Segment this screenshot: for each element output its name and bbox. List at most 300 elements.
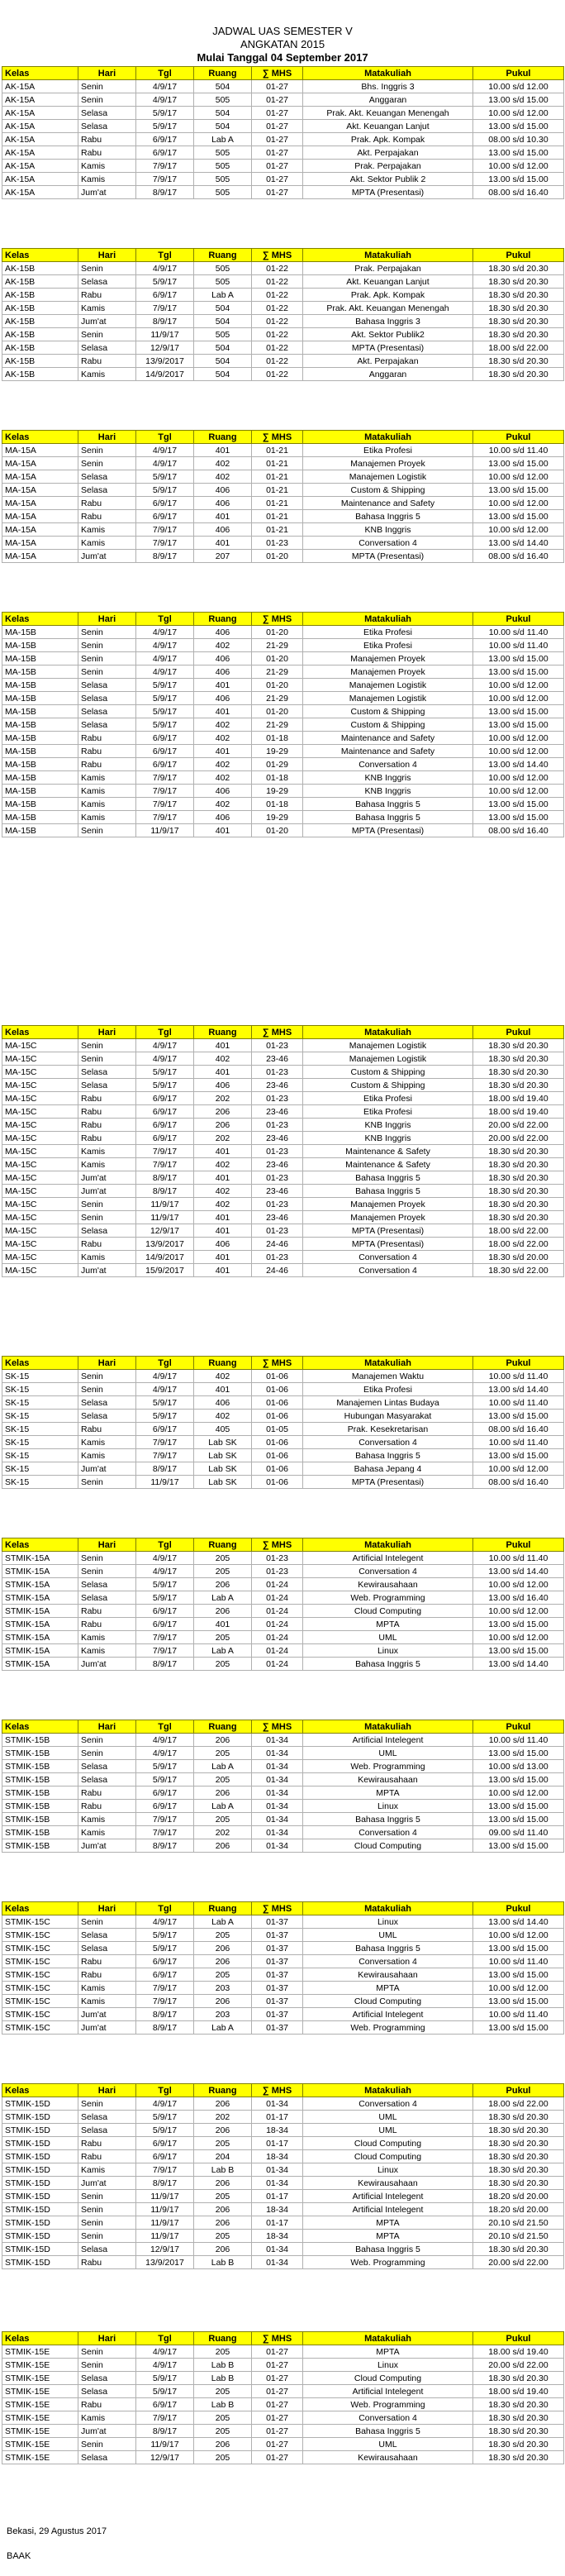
column-header-pukul: Pukul	[473, 1538, 564, 1552]
cell-matakuliah: Cloud Computing	[303, 2372, 473, 2385]
cell-pukul: 13.00 s/d 15.00	[473, 146, 564, 160]
column-header-ruang: Ruang	[194, 249, 252, 262]
cell-ruang: 206	[194, 2203, 252, 2216]
cell-pukul: 18.30 s/d 20.30	[473, 2163, 564, 2177]
cell-pukul: 10.00 s/d 12.00	[473, 470, 564, 484]
cell-ruang: Lab B	[194, 2163, 252, 2177]
cell-tgl: 5/9/17	[136, 275, 194, 289]
cell-tgl: 11/9/17	[136, 1211, 194, 1224]
table-row	[2, 1813, 564, 1826]
cell-tgl: 6/9/17	[136, 2398, 194, 2411]
table-row	[2, 1251, 564, 1264]
cell-pukul: 18.30 s/d 20.30	[473, 2177, 564, 2190]
schedule-table-ma-15b	[2, 612, 564, 837]
cell-matakuliah: Custom & Shipping	[303, 484, 473, 497]
cell-tgl: 6/9/17	[136, 732, 194, 745]
cell-tgl: 12/9/17	[136, 341, 194, 355]
schedule-table-ma-15a	[2, 430, 564, 563]
cell-ruang: 202	[194, 2111, 252, 2124]
cell-kelas: STMIK-15C	[2, 2021, 78, 2035]
cell-mhs: 21-29	[252, 718, 303, 732]
cell-hari: Selasa	[78, 1224, 136, 1238]
cell-tgl: 5/9/17	[136, 1079, 194, 1092]
cell-pukul: 10.00 s/d 12.00	[473, 523, 564, 537]
cell-kelas: MA-15C	[2, 1224, 78, 1238]
column-header-hari: Hari	[78, 1538, 136, 1552]
cell-matakuliah: Artificial Intelegent	[303, 2008, 473, 2021]
column-header-pukul: Pukul	[473, 2084, 564, 2097]
cell-hari: Senin	[78, 626, 136, 639]
table-header-row	[2, 1902, 564, 1915]
cell-kelas: MA-15C	[2, 1105, 78, 1119]
cell-mhs: 01-37	[252, 1955, 303, 1968]
cell-hari: Senin	[78, 80, 136, 93]
cell-kelas: AK-15A	[2, 80, 78, 93]
cell-mhs: 01-20	[252, 705, 303, 718]
cell-tgl: 7/9/17	[136, 523, 194, 537]
cell-kelas: STMIK-15D	[2, 2097, 78, 2111]
cell-tgl: 4/9/17	[136, 93, 194, 107]
cell-hari: Rabu	[78, 1238, 136, 1251]
table-row	[2, 1631, 564, 1644]
cell-ruang: 401	[194, 1618, 252, 1631]
table-row	[2, 2451, 564, 2464]
schedule-table-stmik-15c	[2, 1901, 564, 2035]
cell-mhs: 01-06	[252, 1436, 303, 1449]
cell-mhs: 01-23	[252, 1066, 303, 1079]
cell-hari: Kamis	[78, 537, 136, 550]
cell-matakuliah: Conversation 4	[303, 1264, 473, 1277]
table-row	[2, 1942, 564, 1955]
cell-matakuliah: KNB Inggris	[303, 771, 473, 785]
cell-matakuliah: Kewirausahaan	[303, 1773, 473, 1787]
cell-pukul: 10.00 s/d 11.40	[473, 626, 564, 639]
cell-kelas: MA-15C	[2, 1198, 78, 1211]
cell-hari: Jum'at	[78, 1264, 136, 1277]
cell-ruang: 504	[194, 302, 252, 315]
cell-pukul: 18.30 s/d 20.30	[473, 2425, 564, 2438]
cell-pukul: 13.00 s/d 15.00	[473, 1747, 564, 1760]
cell-ruang: 406	[194, 626, 252, 639]
cell-kelas: AK-15A	[2, 93, 78, 107]
cell-matakuliah: Prak. Perpajakan	[303, 160, 473, 173]
cell-ruang: 406	[194, 497, 252, 510]
table-row	[2, 1383, 564, 1396]
cell-kelas: MA-15A	[2, 550, 78, 563]
cell-hari: Kamis	[78, 1158, 136, 1171]
cell-matakuliah: Maintenance & Safety	[303, 1158, 473, 1171]
cell-hari: Senin	[78, 2345, 136, 2359]
column-header-hari: Hari	[78, 67, 136, 80]
cell-hari: Senin	[78, 639, 136, 652]
cell-ruang: 205	[194, 2190, 252, 2203]
cell-hari: Jum'at	[78, 186, 136, 199]
cell-tgl: 7/9/17	[136, 302, 194, 315]
start-date-line: Mulai Tanggal 04 September 2017	[197, 51, 368, 64]
cell-tgl: 6/9/17	[136, 2137, 194, 2150]
cell-kelas: STMIK-15D	[2, 2256, 78, 2269]
cell-ruang: 505	[194, 173, 252, 186]
cell-ruang: 505	[194, 146, 252, 160]
table-row	[2, 1410, 564, 1423]
cell-tgl: 11/9/17	[136, 2438, 194, 2451]
column-header-matakuliah: Matakuliah	[303, 431, 473, 444]
schedule-table-stmik-15e	[2, 2331, 564, 2464]
cell-kelas: STMIK-15B	[2, 1787, 78, 1800]
cell-tgl: 11/9/17	[136, 824, 194, 837]
cell-kelas: AK-15A	[2, 120, 78, 133]
cell-mhs: 01-23	[252, 1171, 303, 1185]
cell-mhs: 01-21	[252, 523, 303, 537]
column-header-hari: Hari	[78, 1902, 136, 1915]
cell-hari: Selasa	[78, 1929, 136, 1942]
cell-hari: Senin	[78, 1198, 136, 1211]
cell-tgl: 5/9/17	[136, 1773, 194, 1787]
cell-pukul: 13.00 s/d 14.40	[473, 1658, 564, 1671]
column-header-pukul: Pukul	[473, 613, 564, 626]
cell-kelas: STMIK-15B	[2, 1747, 78, 1760]
cell-pukul: 20.10 s/d 21.50	[473, 2230, 564, 2243]
cell-kelas: STMIK-15D	[2, 2203, 78, 2216]
column-header-tgl: Tgl	[136, 431, 194, 444]
cell-mhs: 01-34	[252, 1800, 303, 1813]
cell-kelas: SK-15	[2, 1410, 78, 1423]
table-row	[2, 444, 564, 457]
cell-hari: Kamis	[78, 1982, 136, 1995]
cell-hari: Rabu	[78, 1968, 136, 1982]
cell-hari: Senin	[78, 328, 136, 341]
cell-matakuliah: Bahasa Inggris 5	[303, 1185, 473, 1198]
cell-pukul: 18.30 s/d 20.30	[473, 2398, 564, 2411]
column-header-hari: Hari	[78, 249, 136, 262]
cell-mhs: 01-27	[252, 2345, 303, 2359]
cell-mhs: 01-37	[252, 1942, 303, 1955]
table-row	[2, 302, 564, 315]
cell-mhs: 01-37	[252, 1995, 303, 2008]
cell-tgl: 7/9/17	[136, 798, 194, 811]
table-row	[2, 470, 564, 484]
column-header-kelas: Kelas	[2, 1720, 78, 1734]
cell-hari: Selasa	[78, 1396, 136, 1410]
cell-matakuliah: Manajemen Proyek	[303, 457, 473, 470]
cell-kelas: STMIK-15D	[2, 2163, 78, 2177]
cell-matakuliah: UML	[303, 1747, 473, 1760]
column-header-ruang: Ruang	[194, 2332, 252, 2345]
cell-pukul: 10.00 s/d 12.00	[473, 1929, 564, 1942]
cell-ruang: Lab SK	[194, 1476, 252, 1489]
cell-ruang: 406	[194, 785, 252, 798]
cell-mhs: 01-27	[252, 2451, 303, 2464]
cell-mhs: 01-29	[252, 758, 303, 771]
cell-mhs: 01-23	[252, 1092, 303, 1105]
cell-pukul: 10.00 s/d 11.40	[473, 444, 564, 457]
cell-tgl: 5/9/17	[136, 1578, 194, 1591]
column-header-mhs: ∑ MHS	[252, 613, 303, 626]
cell-matakuliah: MPTA (Presentasi)	[303, 824, 473, 837]
cell-kelas: MA-15B	[2, 771, 78, 785]
cell-hari: Selasa	[78, 1942, 136, 1955]
cell-matakuliah: MPTA	[303, 2230, 473, 2243]
cell-kelas: MA-15B	[2, 705, 78, 718]
table-row	[2, 1066, 564, 1079]
cell-kelas: AK-15B	[2, 302, 78, 315]
cell-tgl: 5/9/17	[136, 1591, 194, 1605]
cell-tgl: 11/9/17	[136, 2230, 194, 2243]
table-row	[2, 550, 564, 563]
cell-mhs: 01-24	[252, 1658, 303, 1671]
cell-hari: Senin	[78, 2097, 136, 2111]
table-row	[2, 1929, 564, 1942]
cell-mhs: 01-27	[252, 133, 303, 146]
cell-matakuliah: Manajemen Logistik	[303, 470, 473, 484]
cell-mhs: 01-24	[252, 1591, 303, 1605]
cell-tgl: 4/9/17	[136, 80, 194, 93]
cell-tgl: 5/9/17	[136, 2372, 194, 2385]
cell-hari: Senin	[78, 1552, 136, 1565]
cell-matakuliah: Maintenance and Safety	[303, 745, 473, 758]
cell-ruang: 205	[194, 1747, 252, 1760]
table-row	[2, 1423, 564, 1436]
cell-ruang: 206	[194, 1734, 252, 1747]
cell-ruang: 205	[194, 1773, 252, 1787]
cell-kelas: STMIK-15E	[2, 2372, 78, 2385]
cell-mhs: 01-34	[252, 1760, 303, 1773]
cell-ruang: 401	[194, 1145, 252, 1158]
cell-kelas: STMIK-15E	[2, 2425, 78, 2438]
cell-mhs: 01-37	[252, 1982, 303, 1995]
cell-pukul: 13.00 s/d 14.40	[473, 1383, 564, 1396]
cell-kelas: MA-15C	[2, 1132, 78, 1145]
table-row	[2, 2372, 564, 2385]
cell-ruang: 406	[194, 523, 252, 537]
cell-tgl: 12/9/17	[136, 2243, 194, 2256]
cell-ruang: Lab B	[194, 2398, 252, 2411]
cell-pukul: 08.00 s/d 16.40	[473, 550, 564, 563]
cell-pukul: 13.00 s/d 15.00	[473, 1644, 564, 1658]
cell-mhs: 23-46	[252, 1211, 303, 1224]
cell-ruang: 205	[194, 1968, 252, 1982]
cell-ruang: 206	[194, 2124, 252, 2137]
cell-kelas: STMIK-15B	[2, 1839, 78, 1853]
cell-kelas: STMIK-15E	[2, 2411, 78, 2425]
cell-ruang: 406	[194, 1396, 252, 1410]
cell-hari: Kamis	[78, 798, 136, 811]
cell-ruang: 206	[194, 1787, 252, 1800]
cell-matakuliah: Bahasa Inggris 3	[303, 315, 473, 328]
cell-mhs: 01-27	[252, 93, 303, 107]
cell-hari: Rabu	[78, 289, 136, 302]
cell-ruang: 402	[194, 1410, 252, 1423]
cell-pukul: 18.30 s/d 20.30	[473, 2111, 564, 2124]
cell-matakuliah: UML	[303, 2124, 473, 2137]
cell-matakuliah: Etika Profesi	[303, 1092, 473, 1105]
cell-matakuliah: UML	[303, 1929, 473, 1942]
cell-hari: Rabu	[78, 1618, 136, 1631]
cell-mhs: 21-29	[252, 692, 303, 705]
cell-ruang: 401	[194, 1224, 252, 1238]
table-row	[2, 328, 564, 341]
cell-hari: Senin	[78, 1565, 136, 1578]
cell-matakuliah: Linux	[303, 2163, 473, 2177]
cell-hari: Selasa	[78, 2451, 136, 2464]
cell-tgl: 4/9/17	[136, 1052, 194, 1066]
cell-hari: Senin	[78, 665, 136, 679]
cell-ruang: 206	[194, 2216, 252, 2230]
table-row	[2, 2163, 564, 2177]
table-header-row	[2, 2084, 564, 2097]
cell-matakuliah: Manajemen Proyek	[303, 1198, 473, 1211]
cell-pukul: 20.00 s/d 22.00	[473, 1132, 564, 1145]
cell-pukul: 18.30 s/d 20.30	[473, 1171, 564, 1185]
cell-mhs: 19-29	[252, 785, 303, 798]
cell-hari: Selasa	[78, 2243, 136, 2256]
cell-mhs: 23-46	[252, 1132, 303, 1145]
cell-hari: Selasa	[78, 1773, 136, 1787]
cell-mhs: 01-20	[252, 679, 303, 692]
cell-pukul: 20.00 s/d 22.00	[473, 2359, 564, 2372]
cell-kelas: SK-15	[2, 1462, 78, 1476]
cell-tgl: 4/9/17	[136, 262, 194, 275]
cell-ruang: 205	[194, 1565, 252, 1578]
table-row	[2, 1644, 564, 1658]
cell-kelas: MA-15B	[2, 785, 78, 798]
cell-ruang: Lab SK	[194, 1462, 252, 1476]
cell-ruang: 401	[194, 1211, 252, 1224]
cell-ruang: 205	[194, 2345, 252, 2359]
cell-matakuliah: Bahasa Inggris 5	[303, 510, 473, 523]
cell-hari: Jum'at	[78, 1658, 136, 1671]
cell-hari: Rabu	[78, 510, 136, 523]
cell-pukul: 13.00 s/d 14.40	[473, 758, 564, 771]
cell-matakuliah: Cloud Computing	[303, 2150, 473, 2163]
cell-tgl: 8/9/17	[136, 1171, 194, 1185]
cell-hari: Rabu	[78, 1423, 136, 1436]
cell-ruang: 205	[194, 1631, 252, 1644]
cell-hari: Jum'at	[78, 2021, 136, 2035]
cell-hari: Jum'at	[78, 1171, 136, 1185]
cell-mhs: 01-34	[252, 2163, 303, 2177]
cell-mhs: 01-22	[252, 341, 303, 355]
cell-matakuliah: Conversation 4	[303, 1826, 473, 1839]
cell-ruang: 205	[194, 1929, 252, 1942]
cell-kelas: MA-15C	[2, 1079, 78, 1092]
cell-pukul: 13.00 s/d 16.40	[473, 1591, 564, 1605]
cell-matakuliah: UML	[303, 2438, 473, 2451]
table-row	[2, 2203, 564, 2216]
cell-matakuliah: Manajemen Proyek	[303, 1211, 473, 1224]
table-row	[2, 1658, 564, 1671]
table-row	[2, 2097, 564, 2111]
cell-mhs: 01-23	[252, 1039, 303, 1052]
table-row	[2, 1119, 564, 1132]
cell-matakuliah: UML	[303, 1631, 473, 1644]
cell-matakuliah: Bahasa Inggris 5	[303, 1449, 473, 1462]
cell-ruang: 206	[194, 1578, 252, 1591]
cell-tgl: 6/9/17	[136, 1132, 194, 1145]
cell-tgl: 7/9/17	[136, 1436, 194, 1449]
cell-ruang: 401	[194, 1171, 252, 1185]
cell-pukul: 18.30 s/d 20.30	[473, 2451, 564, 2464]
table-row	[2, 1145, 564, 1158]
cell-matakuliah: MPTA (Presentasi)	[303, 1224, 473, 1238]
table-row	[2, 1552, 564, 1565]
cell-mhs: 01-27	[252, 80, 303, 93]
cell-pukul: 18.30 s/d 20.30	[473, 2411, 564, 2425]
table-row	[2, 639, 564, 652]
cell-hari: Selasa	[78, 2124, 136, 2137]
cell-kelas: MA-15A	[2, 537, 78, 550]
cell-kelas: AK-15A	[2, 186, 78, 199]
table-header-row	[2, 1026, 564, 1039]
cell-ruang: 401	[194, 537, 252, 550]
cell-mhs: 01-34	[252, 2243, 303, 2256]
cell-mhs: 01-24	[252, 1618, 303, 1631]
cell-kelas: SK-15	[2, 1436, 78, 1449]
footer-signature: BAAK	[7, 2551, 31, 2561]
cell-pukul: 18.00 s/d 22.00	[473, 341, 564, 355]
cell-hari: Kamis	[78, 302, 136, 315]
cell-pukul: 18.00 s/d 19.40	[473, 2345, 564, 2359]
cell-kelas: MA-15C	[2, 1264, 78, 1277]
cell-tgl: 4/9/17	[136, 1039, 194, 1052]
cell-pukul: 18.30 s/d 22.00	[473, 1264, 564, 1277]
cell-tgl: 4/9/17	[136, 444, 194, 457]
table-row	[2, 1079, 564, 1092]
cell-hari: Senin	[78, 652, 136, 665]
cell-hari: Kamis	[78, 1145, 136, 1158]
cell-tgl: 4/9/17	[136, 2097, 194, 2111]
cell-matakuliah: Manajemen Logistik	[303, 1039, 473, 1052]
column-header-kelas: Kelas	[2, 1538, 78, 1552]
cell-matakuliah: UML	[303, 2111, 473, 2124]
cell-matakuliah: Manajemen Lintas Budaya	[303, 1396, 473, 1410]
table-row	[2, 1238, 564, 1251]
cell-hari: Kamis	[78, 1251, 136, 1264]
cell-mhs: 01-27	[252, 2438, 303, 2451]
cell-tgl: 11/9/17	[136, 1476, 194, 1489]
column-header-pukul: Pukul	[473, 1357, 564, 1370]
cell-matakuliah: MPTA	[303, 1618, 473, 1631]
cell-kelas: MA-15B	[2, 732, 78, 745]
cell-pukul: 13.00 s/d 15.00	[473, 652, 564, 665]
table-row	[2, 2243, 564, 2256]
cell-kelas: STMIK-15A	[2, 1565, 78, 1578]
cell-ruang: 402	[194, 758, 252, 771]
cell-kelas: STMIK-15E	[2, 2359, 78, 2372]
table-row	[2, 1171, 564, 1185]
cell-matakuliah: Conversation 4	[303, 1565, 473, 1578]
cell-mhs: 01-17	[252, 2216, 303, 2230]
cell-tgl: 14/9/2017	[136, 1251, 194, 1264]
cell-mhs: 01-37	[252, 2021, 303, 2035]
column-header-tgl: Tgl	[136, 2084, 194, 2097]
cell-matakuliah: MPTA (Presentasi)	[303, 186, 473, 199]
table-row	[2, 2230, 564, 2243]
table-row	[2, 1264, 564, 1277]
column-header-tgl: Tgl	[136, 67, 194, 80]
cell-matakuliah: Cloud Computing	[303, 1605, 473, 1618]
cell-matakuliah: Cloud Computing	[303, 1995, 473, 2008]
cell-kelas: STMIK-15D	[2, 2111, 78, 2124]
column-header-matakuliah: Matakuliah	[303, 1026, 473, 1039]
cell-ruang: 402	[194, 1185, 252, 1198]
cell-pukul: 10.00 s/d 11.40	[473, 1396, 564, 1410]
cell-hari: Rabu	[78, 1092, 136, 1105]
cell-mhs: 01-17	[252, 2111, 303, 2124]
table-row	[2, 1787, 564, 1800]
table-row	[2, 2008, 564, 2021]
table-row	[2, 1747, 564, 1760]
